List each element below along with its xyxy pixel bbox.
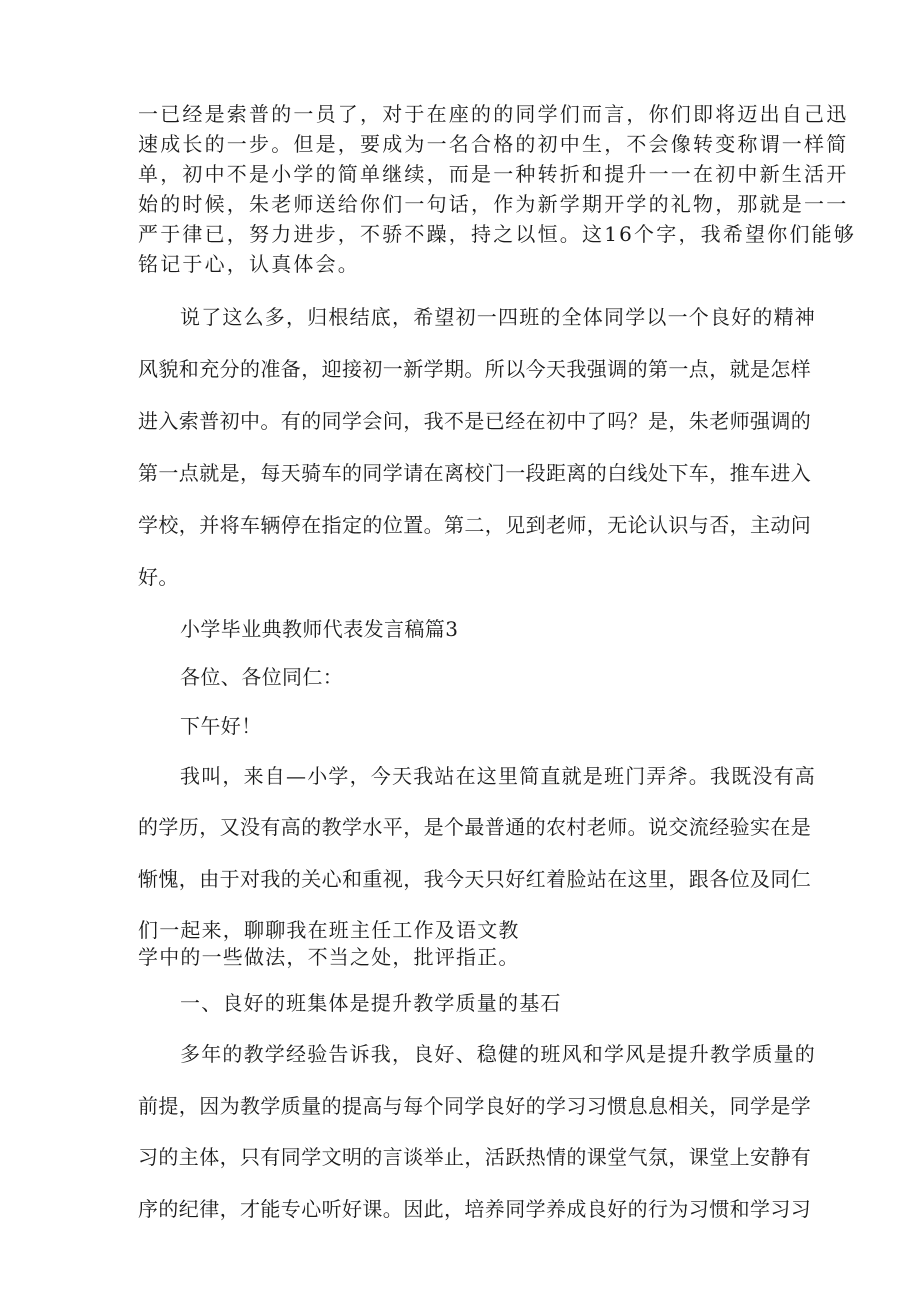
paragraph-line: 进入索普初中。有的同学会问，我不是已经在初中了吗？是，朱老师强调的 [138,409,812,433]
paragraph-line: 说了这么多，归根结底，希望初一四班的全体同学以一个良好的精神 [180,305,816,329]
greeting: 下午好！ [180,714,262,738]
paragraph-line: 铭记于心，认真体会。 [138,252,360,276]
section-title: 一、良好的班集体是提升教学质量的基石 [180,991,562,1015]
paragraph-line: 单，初中不是小学的简单继续，而是一种转折和提升一一在初中新生活开 [138,162,849,186]
paragraph-line: 第一点就是，每天骑车的同学请在离校门一段距离的白线处下车，推车进入 [138,461,812,485]
paragraph-line: 序的纪律，才能专心听好课。因此，培养同学养成良好的行为习惯和学习习 [138,1197,812,1221]
paragraph-line: 多年的教学经验告诉我，良好、稳健的班风和学风是提升教学质量的 [180,1042,816,1066]
paragraph-line: 风貌和充分的准备，迎接初一新学期。所以今天我强调的第一点，就是怎样 [138,357,812,381]
paragraph-line: 的学历，又没有高的教学水平，是个最普通的农村老师。说交流经验实在是 [138,815,812,839]
paragraph-line: 学中的一些做法，不当之处，批评指正。 [138,945,520,969]
section-heading: 小学毕业典教师代表发言稿篇3 [180,617,459,641]
paragraph-line: 严于律已，努力进步，不骄不躁，持之以恒。这16个字，我希望你们能够 [138,222,857,246]
paragraph-line: 习的主体，只有同学文明的言谈举止，活跃热情的课堂气氛，课堂上安静有 [138,1145,812,1169]
paragraph-line: 学校，并将车辆停在指定的位置。第二，见到老师，无论认识与否，主动问 [138,513,812,537]
paragraph-line: 们一起来，聊聊我在班主任工作及语文教 [138,918,520,942]
paragraph-line: 好。 [138,565,179,589]
paragraph-line: 速成长的一步。但是，要成为一名合格的初中生，不会像转变称谓一样简 [138,132,849,156]
paragraph-line: 前提，因为教学质量的提高与每个同学良好的学习习惯息息相关，同学是学 [138,1094,812,1118]
paragraph-line: 一已经是索普的一员了，对于在座的的同学们而言，你们即将迈出自己迅 [138,102,849,126]
paragraph-line: 我叫，来自—小学，今天我站在这里简直就是班门弄斧。我既没有高 [180,764,816,788]
paragraph-line: 惭愧，由于对我的关心和重视，我今天只好红着脸站在这里，跟各位及同仁 [138,867,812,891]
paragraph-line: 始的时候，朱老师送给你们一句话，作为新学期开学的礼物，那就是一一 [138,192,849,216]
salutation: 各位、各位同仁： [180,665,344,689]
